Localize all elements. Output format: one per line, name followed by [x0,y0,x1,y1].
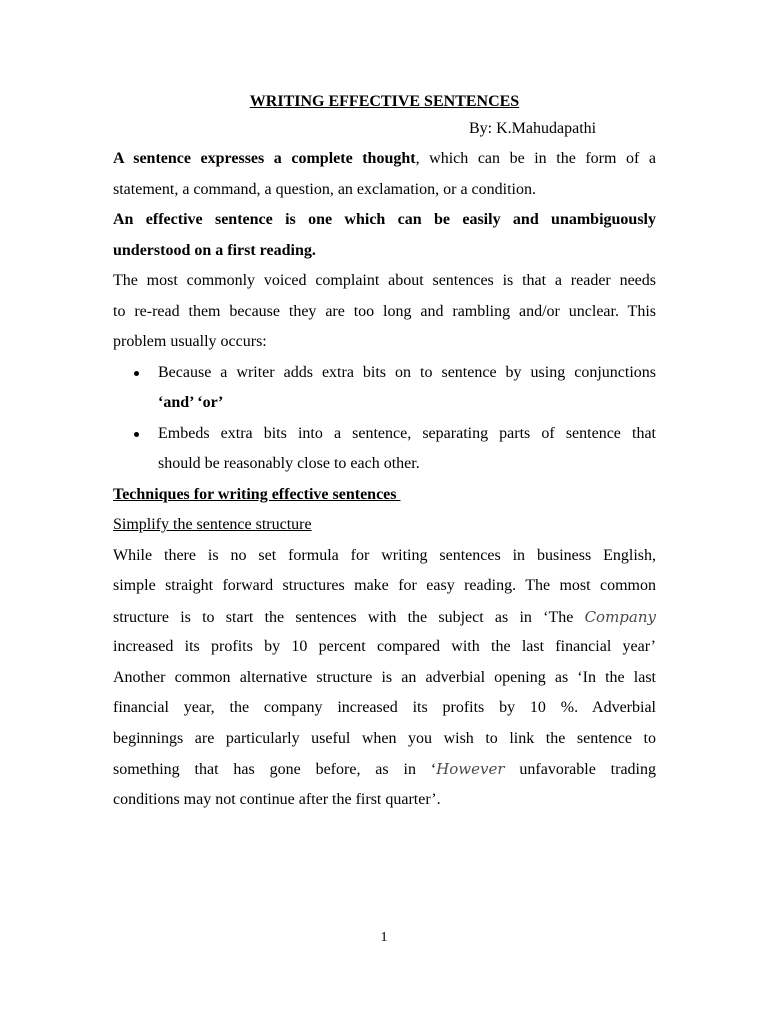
page-number: 1 [380,930,388,945]
paragraph-line: conditions may not continue after the first quarter’. [113,790,441,808]
bullet-item [113,419,656,450]
paragraph-line: to re-read them because they are too long and rambling and/or unclear. This [113,302,656,320]
paragraph-line: The most commonly voiced complaint about sentences is that a reader needs [113,272,656,289]
italic-phrase: Company [584,607,656,626]
text-run: , which can be in the form of a [415,150,657,167]
paragraph-line: simple straight forward structures make for easy reading. The most common [113,577,656,594]
section-heading-text: Techniques for writing effective sentences [113,485,397,503]
section-heading [113,480,656,511]
paragraph-effective-sentence [113,205,656,266]
heading-underline-tail [397,486,401,503]
author-byline: By: K.Mahudapathi [469,120,597,137]
paragraph-line: problem usually occurs: [113,333,267,350]
paragraph-line [113,144,656,175]
paragraph-complaint [113,266,656,358]
bullet-text: Embeds extra bits into a sentence, separating parts of sentence that [158,424,656,442]
paragraph-line: beginnings are particularly useful when you wish to link the sentence to [113,729,656,747]
bullet-continuation: ‘and’ ‘or’ [158,394,224,411]
paragraph-line: While there is no set formula for writing sentences in business English, [113,546,656,564]
bullet-list [113,358,656,480]
bullet-icon [134,432,139,437]
bullet-item [113,358,656,389]
subsection-heading: Simplify the sentence structure [113,516,312,533]
bullet-icon [134,371,139,376]
paragraph-line: Another common alternative structure is an adverbial opening as ‘In the last [113,668,656,686]
paragraph-line: financial year, the company increased its profits by 10 %. Adverbial [113,699,656,716]
paragraph-line [113,602,656,633]
paragraph-line: increased its profits by 10 percent compared with the last financial year’ [113,638,656,655]
paragraph-line: An effective sentence is one which can be easily and unambiguously [113,211,656,228]
paragraph-complete-thought [113,144,656,205]
paragraph-structure [113,541,656,816]
italic-phrase: However [436,760,505,778]
paragraph-line: understood on a first reading. [113,241,316,259]
document-title: WRITING EFFECTIVE SENTENCES [249,93,520,110]
bullet-continuation: should be reasonably close to each other. [158,455,420,472]
bullet-text: Because a writer adds extra bits on to sentence by using conjunctions [158,363,656,381]
paragraph-line [113,754,656,785]
text-run: something that has gone before, as in ‘ [113,761,437,778]
paragraph-line: statement, a command, a question, an exclamation, or a condition. [113,180,536,198]
text-run: unfavorable trading [504,761,657,778]
text-run: structure is to start the sentences with the subject as in ‘The [113,608,585,626]
bold-phrase: A sentence expresses a complete thought [113,150,416,167]
document-body [113,90,656,815]
